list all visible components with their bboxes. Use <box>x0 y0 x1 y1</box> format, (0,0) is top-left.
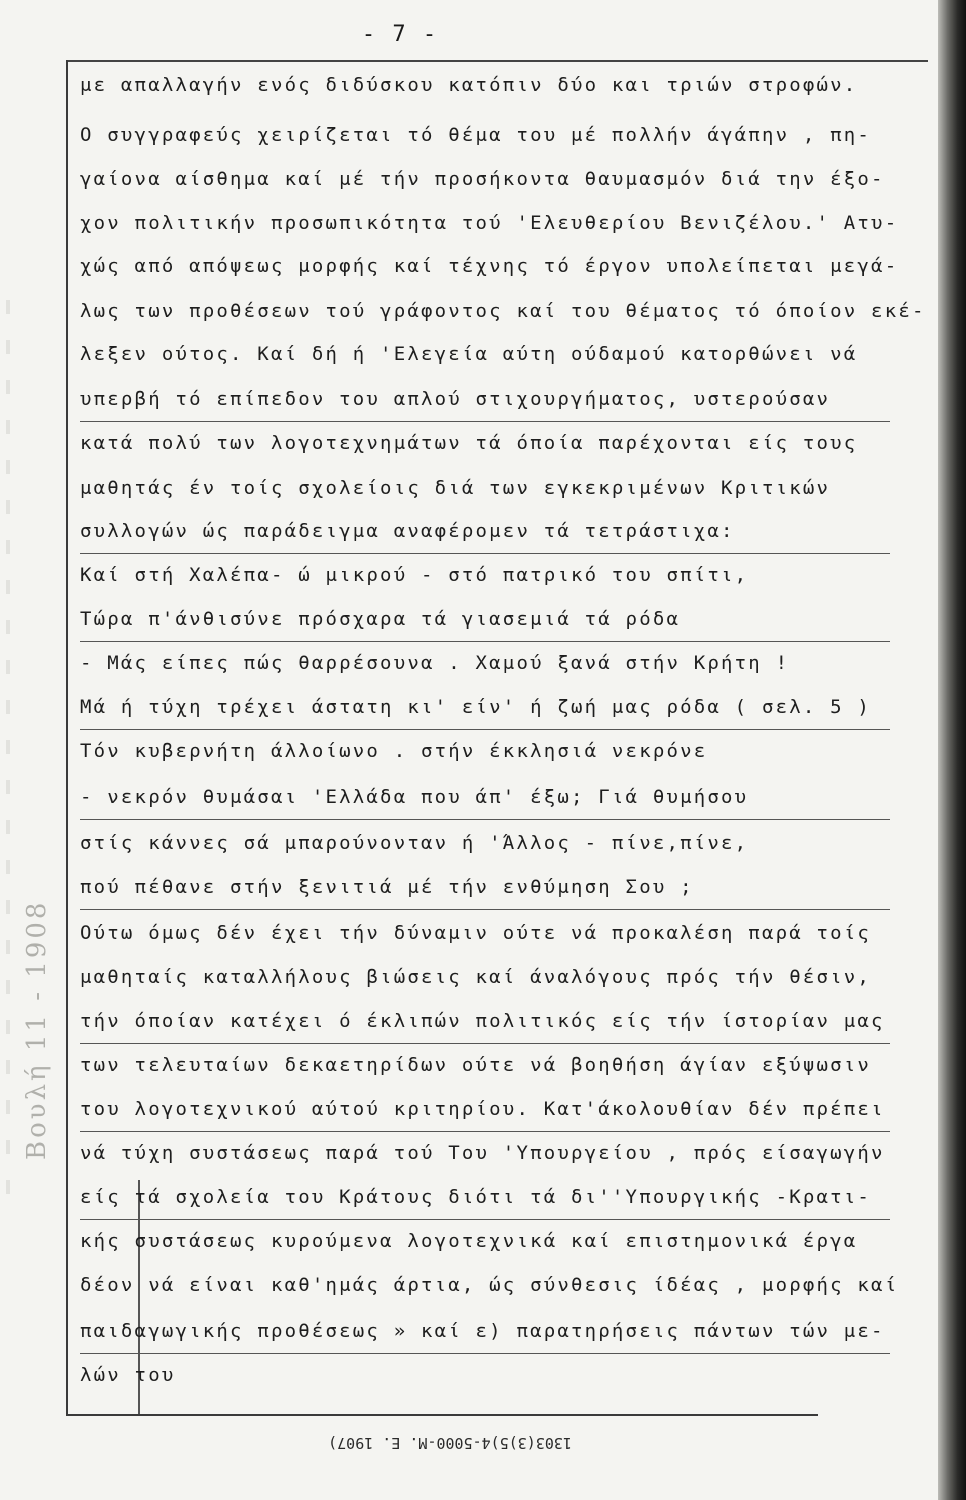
text-line: Μά ή τύχη τρέχει άστατη κι' είν' ή ζωή μας ρόδα ( σελ. 5 ) <box>80 696 930 736</box>
text-line: παιδαγωγικής προθέσεως » καί ε) παρατηρήσεις πάντων τών με- <box>80 1320 930 1360</box>
text-line: Τόν κυβερνήτη άλλοίωνο . στήν έκκλησιά νεκρόνε <box>80 740 708 762</box>
text-line: στίς κάννες σά μπαρούνονταν ή 'Άλλος - πίνε,πίνε, <box>80 832 749 854</box>
printer-footer: 1303(3)5)4-5000-M. E. 1907) <box>328 1434 572 1452</box>
text-line: Τώρα π'άνθισύνε πρόσχαρα τά γιασεμιά τά ρόδα <box>80 608 930 648</box>
text-line: - Μάς είπες πώς θαρρέσουνα . Χαμού ξανά στήν Κρήτη ! <box>80 652 790 674</box>
page-number: - 7 - <box>361 22 439 47</box>
text-line: είς τά σχολεία του Κράτους διότι τά δι''Υπουργικής -Κρατι- <box>80 1186 930 1226</box>
binding-edge <box>938 0 966 1500</box>
text-line: συλλογών ώς παράδειγμα αναφέρομεν τά τετράστιχα: <box>80 520 930 560</box>
text-line: Ο συγγραφεύς χειρίζεται τό θέμα του μέ πολλήν άγάπην , πη- <box>80 124 872 146</box>
text-line: υπερβή τό επίπεδον του απλού στιχουργήματος, υστερούσαν <box>80 388 930 428</box>
text-line: του λογοτεχνικού αύτού κριτηρίου. Κατ'άκολουθίαν δέν πρέπει <box>80 1098 930 1138</box>
text-line: λως των προθέσεων τού γράφοντος καί του θέματος τό όποίον εκέ- <box>80 300 926 322</box>
text-line: Ούτω όμως δέν έχει τήν δύναμιν ούτε νά προκαλέση παρά τοίς <box>80 922 872 944</box>
text-line: κής συστάσεως κυρούμενα λογοτεχνικά καί επιστημονικά έργα <box>80 1230 858 1252</box>
text-line: με απαλλαγήν ενός διδύσκου κατόπιν δύο και τριών στροφών. <box>80 74 858 96</box>
text-line: λεξεν ούτος. Καί δή ή 'Ελεγεία αύτη ούδαμού κατορθώνει νά <box>80 343 858 365</box>
text-line: γαίονα αίσθημα καί μέ τήν προσήκοντα θαυμασμόν διά την έξο- <box>80 168 885 190</box>
text-line: λών του <box>80 1364 176 1386</box>
text-line: χώς από απόψεως μορφής καί τέχνης τό έργον υπολείπεται μεγά- <box>80 255 899 277</box>
text-line: χον πολιτικήν προσωπικότητα τού 'Ελευθερίου Βενιζέλου.' Ατυ- <box>80 212 899 234</box>
text-line: κατά πολύ των λογοτεχνημάτων τά όποία παρέχονται είς τους <box>80 432 858 454</box>
text-line: των τελευταίων δεκαετηρίδων ούτε νά βοηθήση άγίαν εξύψωσιν <box>80 1054 872 1076</box>
text-line: μαθηταίς καταλλήλους βιώσεις καί άναλόγους πρός τήν θέσιν, <box>80 966 872 988</box>
text-line: δέον νά είναι καθ'ημάς άρτια, ώς σύνθεσις ίδέας , μορφής καί <box>80 1274 899 1296</box>
text-line: μαθητάς έν τοίς σχολείοις διά των εγκεκριμένων Κριτικών <box>80 477 831 499</box>
text-line: Καί στή Χαλέπα- ώ μικρού - στό πατρικό του σπίτι, <box>80 564 749 586</box>
text-line: πού πέθανε στήν ξενιτιά μέ τήν ενθύμηση Σου ; <box>80 876 930 916</box>
text-line: νά τύχη συστάσεως παρά τού Του 'Υπουργείου , πρός είσαγωγήν <box>80 1142 885 1164</box>
text-line: τήν όποίαν κατέχει ό έκλιπών πολιτικός είς τήν ίστορίαν μας <box>80 1010 930 1050</box>
margin-stamp: Βουλή 11 - 1908 <box>22 899 52 1160</box>
text-line: - νεκρόν θυμάσαι 'Ελλάδα που άπ' έξω; Γιά θυμήσου <box>80 786 930 826</box>
